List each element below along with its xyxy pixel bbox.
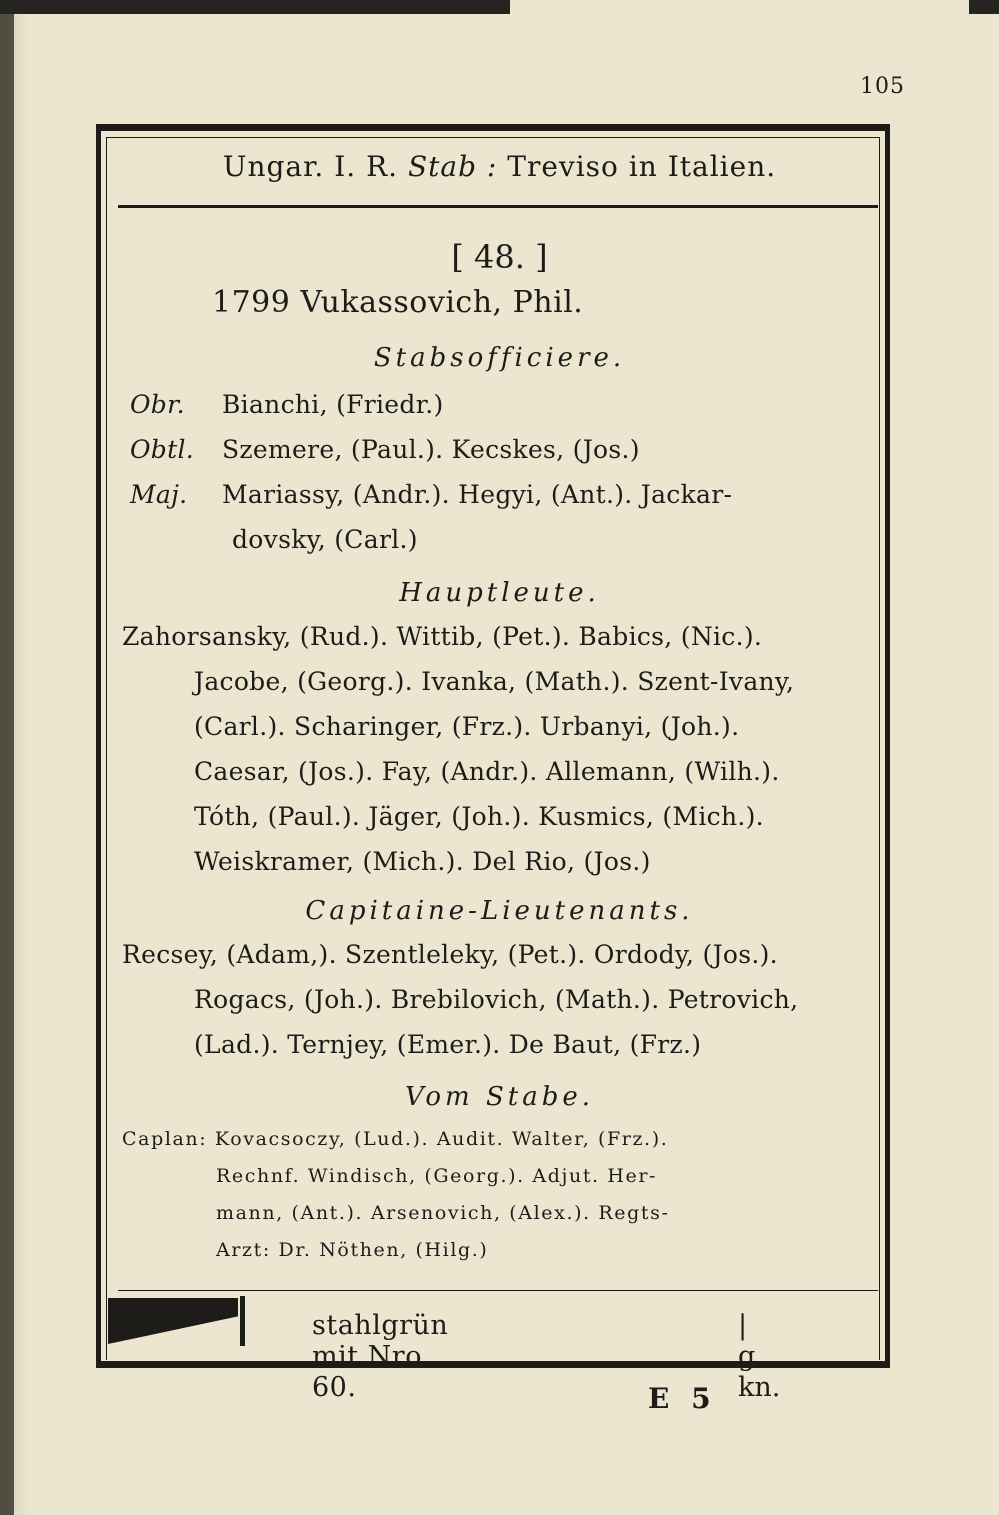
rank-label: Maj. <box>130 480 188 509</box>
header-location: Treviso in Italien. <box>507 150 777 183</box>
scan-border-top-right <box>969 0 999 14</box>
regiment-owner: 1799 Vukassovich, Phil. <box>212 285 584 320</box>
staff-service-line: mann, (Ant.). Arsenovich, (Alex.). Regts- <box>216 1202 670 1224</box>
staff-names: Bianchi, (Friedr.) <box>222 390 444 419</box>
rank-label: Obtl. <box>130 435 194 464</box>
section-title-stabsofficiere: Stabsofficiere. <box>373 343 626 373</box>
section-title-hauptleute: Hauptleute. <box>399 578 600 608</box>
staff-line <box>130 480 732 509</box>
footer-buttons: | g. kn. <box>738 1310 781 1403</box>
captain-line: Weiskramer, (Mich.). Del Rio, (Jos.) <box>194 847 651 876</box>
staff-line-continued: dovsky, (Carl.) <box>232 525 418 554</box>
section-title-capitaine-lieutenants: Capitaine-Lieutenants. <box>305 896 694 926</box>
lieutenant-line: (Lad.). Ternjey, (Emer.). De Baut, (Frz.) <box>194 1030 702 1059</box>
scan-border-top <box>0 0 510 14</box>
lieutenant-line: Recsey, (Adam,). Szentleleky, (Pet.). Ordody, (Jos.). <box>122 940 778 969</box>
frame-inner-rule-left <box>106 137 107 1360</box>
captain-line: (Carl.). Scharinger, (Frz.). Urbanyi, (Joh.). <box>194 712 740 741</box>
frame-spacer <box>0 682 999 683</box>
captain-line: Zahorsansky, (Rud.). Wittib, (Pet.). Babics, (Nic.). <box>122 622 763 651</box>
header-title <box>0 150 999 183</box>
staff-line <box>130 435 640 464</box>
rank-label: Obr. <box>130 390 185 419</box>
lieutenant-line: Rogacs, (Joh.). Brebilovich, (Math.). Petrovich, <box>194 985 799 1014</box>
staff-names: Szemere, (Paul.). Kecskes, (Jos.) <box>222 435 640 464</box>
frame-inner-rule-top <box>106 137 880 138</box>
staff-service-line: Arzt: Dr. Nöthen, (Hilg.) <box>216 1239 489 1261</box>
regiment-number: [ 48. ] <box>451 238 548 276</box>
signature-mark: E 5 <box>648 1382 717 1415</box>
header-rule <box>118 205 878 208</box>
binding-edge <box>0 0 14 1515</box>
captain-line: Caesar, (Jos.). Fay, (Andr.). Allemann, (Wilh.). <box>194 757 780 786</box>
staff-line <box>130 390 444 419</box>
captain-line: Tóth, (Paul.). Jäger, (Joh.). Kusmics, (Mich.). <box>194 802 764 831</box>
header-prefix: Ungar. I. R. <box>222 150 399 183</box>
staff-names: Mariassy, (Andr.). Hegyi, (Ant.). Jackar- <box>222 480 733 509</box>
frame-inner-rule-right <box>879 137 880 1360</box>
staff-service-line: Rechnf. Windisch, (Georg.). Adjut. Her- <box>216 1165 658 1187</box>
staff-service-line: Caplan: Kovacsoczy, (Lud.). Audit. Walter, (Frz.). <box>122 1128 669 1150</box>
footer-facing-color: stahlgrün mit Nro. 60. <box>312 1310 449 1403</box>
section-title-vom-stabe: Vom Stabe. <box>404 1082 595 1112</box>
page-number: 105 <box>860 74 905 99</box>
header-stab-label: Stab : <box>407 150 498 183</box>
footer-rule <box>118 1290 878 1291</box>
captain-line: Jacobe, (Georg.). Ivanka, (Math.). Szent-Ivany, <box>194 667 795 696</box>
